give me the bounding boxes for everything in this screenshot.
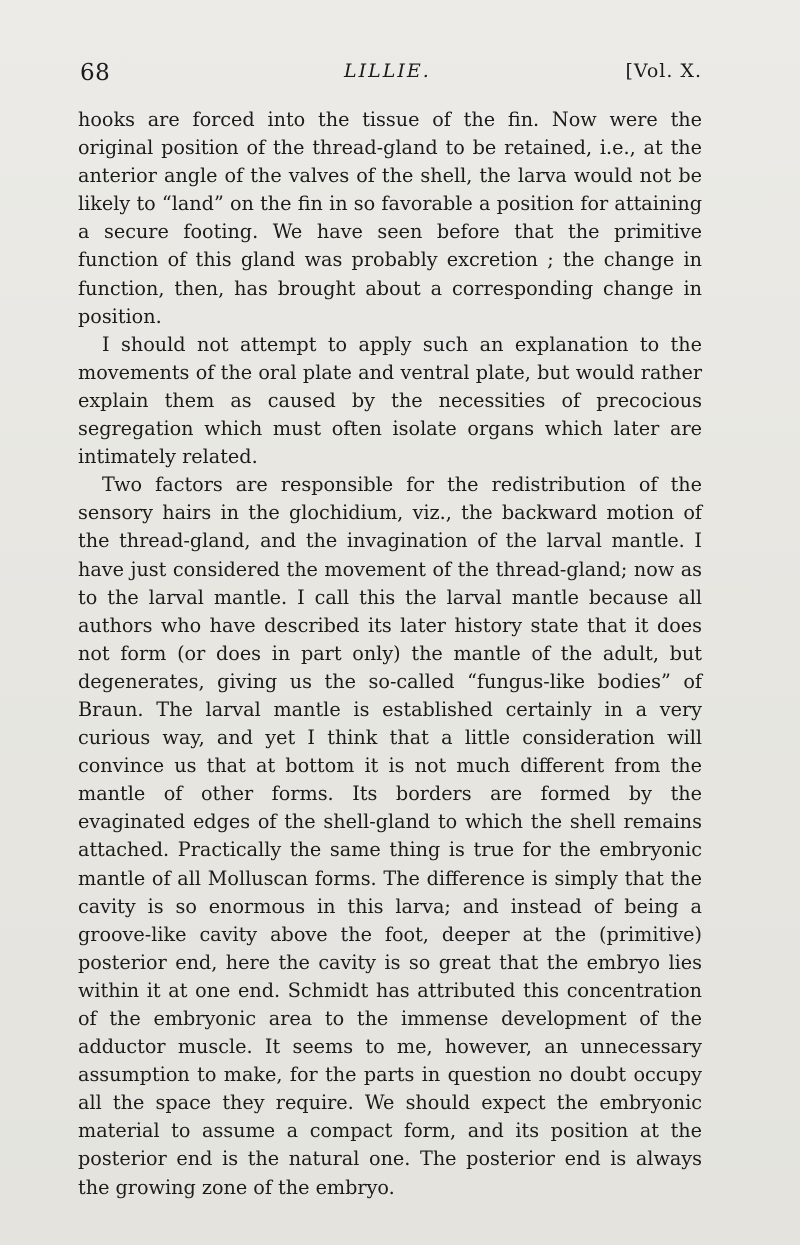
running-title: LILLIE. — [344, 60, 431, 82]
paragraph-3: Two factors are responsible for the redistribution of the sensory hairs in the glochidium, viz., the backward motion of the thread-gland, and the invagination of the larval mantle. I have just considered the movement of the thread-gland; now as to the larval mantle. I call this the larval mantle because all authors who have described its later history state that it does not form (or does in part only) the mantle of the adult, but degenerates, giving us the so-called “fungus-like bodies” of Braun. The larval mantle is established certainly in a very curious way, and yet I think that a little consideration will convince us that at bottom it is not much different from the mantle of other forms. Its borders are formed by the evaginated edges of the shell-gland to which the shell remains attached. Practically the same thing is true for the embryonic mantle of all Molluscan forms. The difference is simply that the cavity is so enormous in this larva; and instead of being a groove-like cavity above the foot, deeper at the (primitive) posterior end, here the cavity is so great that the embryo lies within it at one end. Schmidt has attributed this concentration of the embryonic area to the immense development of the adductor muscle. It seems to me, however, an unnecessary assumption to make, for the parts in question no doubt occupy all the space they require. We should expect the embryonic material to assume a compact form, and its position at the posterior end is the natural one. The posterior end is always the growing zone of the embryo. — [78, 473, 702, 1199]
page-number: 68 — [80, 60, 111, 86]
body-text — [78, 106, 702, 1202]
volume-label: [Vol. X. — [625, 60, 702, 82]
running-header — [78, 58, 702, 92]
paragraph-1: hooks are forced into the tissue of the fin. Now were the original position of the thread-gland to be retained, i.e., at the anterior angle of the valves of the shell, the larva would not be likely to “land” on the fin in so favorable a position for attaining a secure footing. We have seen before that the primitive function of this gland was probably excretion ; the change in function, then, has brought about a corresponding change in position. — [78, 108, 702, 328]
paragraph-2: I should not attempt to apply such an explanation to the movements of the oral plate and ventral plate, but would rather explain them as caused by the necessities of precocious segregation which must often isolate organs which later are intimately related. — [78, 332, 702, 469]
